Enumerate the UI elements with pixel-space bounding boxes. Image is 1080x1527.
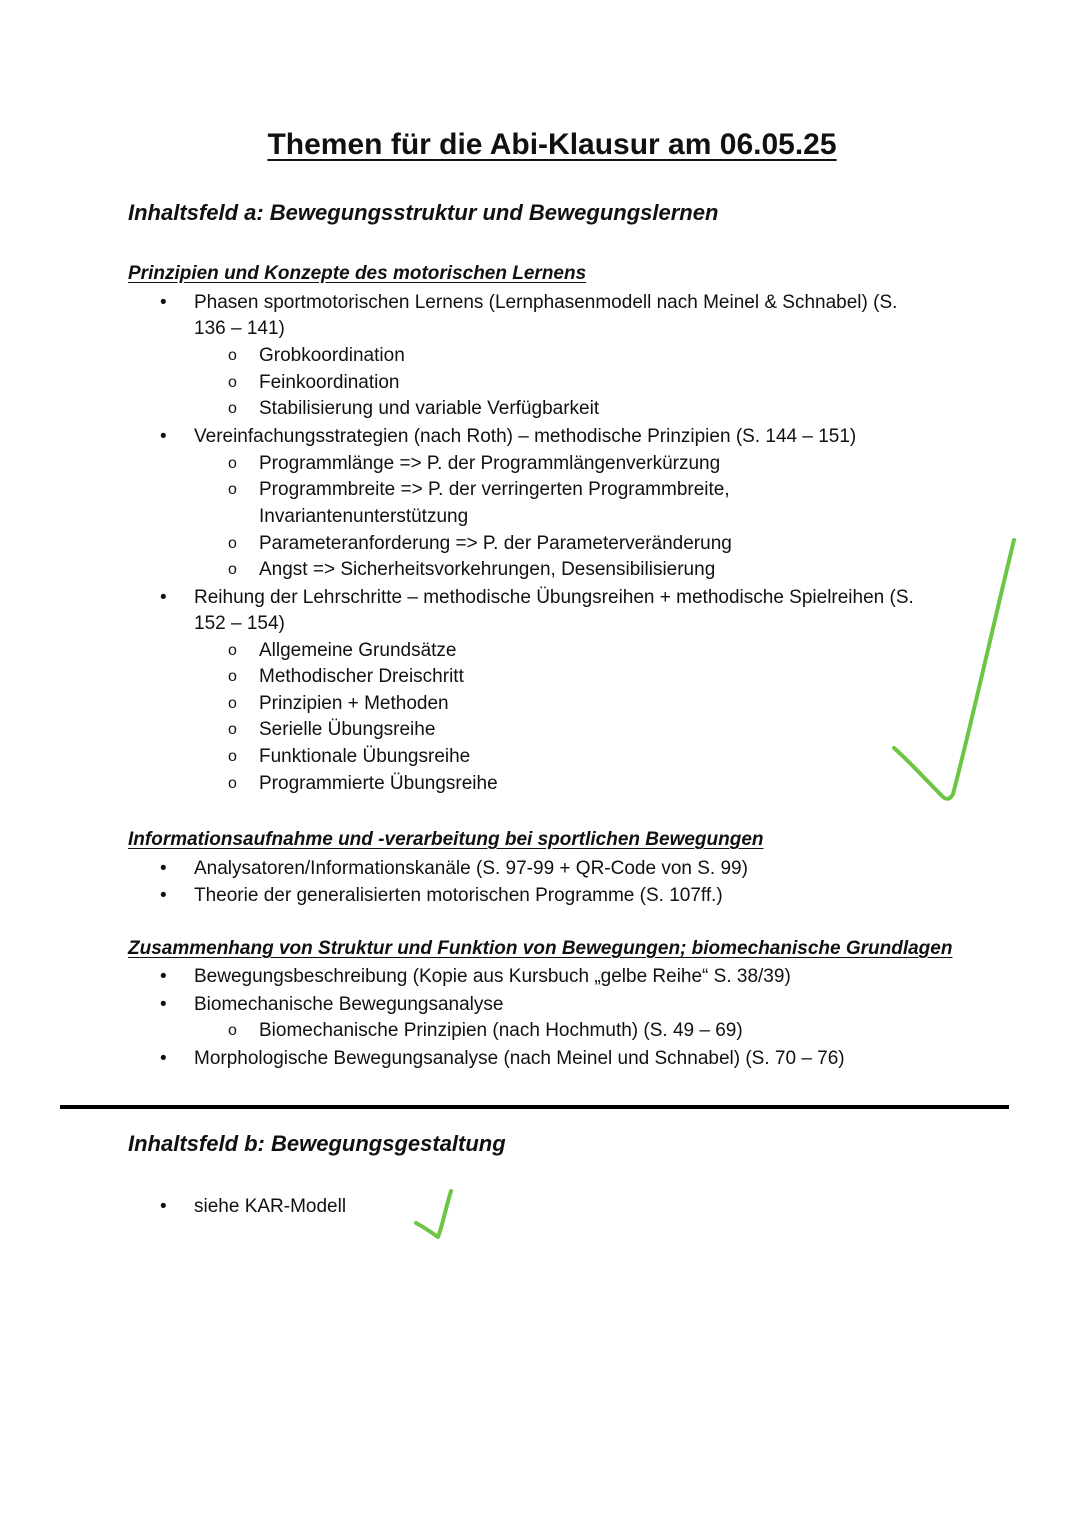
sub-list-item: Programmbreite => P. der verringerten Programmbreite,	[259, 479, 730, 500]
list-item: siehe KAR-Modell	[194, 1196, 347, 1217]
page-title: Themen für die Abi-Klausur am 06.05.25	[267, 128, 837, 161]
bullet-marker: •	[160, 292, 167, 313]
section-information-processing-heading: Informationsaufnahme und -verarbeitung bei sportlichen Bewegungen	[128, 829, 764, 850]
sub-list-item: Angst => Sicherheitsvorkehrungen, Desensibilisierung	[259, 559, 716, 580]
sub-bullet-marker: o	[228, 374, 237, 391]
checkmark-icon	[880, 530, 1030, 810]
sub-list-item: Programmierte Übungsreihe	[259, 773, 498, 794]
field-a-heading: Inhaltsfeld a: Bewegungsstruktur und Bewegungslernen	[128, 200, 719, 225]
sub-bullet-marker: o	[228, 347, 237, 364]
list-item: Reihung der Lehrschritte – methodische Übungsreihen + methodische Spielreihen (S.	[194, 587, 914, 608]
bullet-marker: •	[160, 587, 167, 608]
sub-bullet-marker: o	[228, 535, 237, 552]
sub-list-item: Programmlänge => P. der Programmlängenverkürzung	[259, 453, 721, 474]
bullet-marker: •	[160, 1048, 167, 1069]
sub-list-item: Methodischer Dreischritt	[259, 666, 464, 687]
list-item-continuation: 152 – 154)	[194, 613, 285, 634]
list-item: Analysatoren/Informationskanäle (S. 97-99 + QR-Code von S. 99)	[194, 858, 748, 879]
sub-bullet-marker: o	[228, 642, 237, 659]
section-biomechanics-heading: Zusammenhang von Struktur und Funktion von Bewegungen; biomechanische Grundlagen	[128, 938, 953, 959]
sub-list-item: Feinkoordination	[259, 372, 400, 393]
bullet-marker: •	[160, 1196, 167, 1217]
sub-bullet-marker: o	[228, 695, 237, 712]
sub-bullet-marker: o	[228, 561, 237, 578]
list-item: Bewegungsbeschreibung (Kopie aus Kursbuch „gelbe Reihe“ S. 38/39)	[194, 966, 791, 987]
sub-bullet-marker: o	[228, 668, 237, 685]
sub-bullet-marker: o	[228, 481, 237, 498]
field-b-heading: Inhaltsfeld b: Bewegungsgestaltung	[128, 1131, 506, 1156]
sub-bullet-marker: o	[228, 1022, 237, 1039]
sub-list-item: Parameteranforderung => P. der Parameterveränderung	[259, 533, 732, 554]
bullet-marker: •	[160, 885, 167, 906]
sub-bullet-marker: o	[228, 775, 237, 792]
bullet-marker: •	[160, 858, 167, 879]
list-item: Theorie der generalisierten motorischen Programme (S. 107ff.)	[194, 885, 723, 906]
list-item: Phasen sportmotorischen Lernens (Lernphasenmodell nach Meinel & Schnabel) (S.	[194, 292, 898, 313]
sub-bullet-marker: o	[228, 721, 237, 738]
list-item: Biomechanische Bewegungsanalyse	[194, 994, 504, 1015]
checkmark-icon	[410, 1185, 460, 1245]
sub-list-item: Biomechanische Prinzipien (nach Hochmuth) (S. 49 – 69)	[259, 1020, 743, 1041]
sub-list-item: Stabilisierung und variable Verfügbarkeit	[259, 398, 600, 419]
list-item: Morphologische Bewegungsanalyse (nach Meinel und Schnabel) (S. 70 – 76)	[194, 1048, 845, 1069]
sub-bullet-marker: o	[228, 455, 237, 472]
list-item: Vereinfachungsstrategien (nach Roth) – methodische Prinzipien (S. 144 – 151)	[194, 426, 857, 447]
list-item-continuation: 136 – 141)	[194, 318, 285, 339]
bullet-marker: •	[160, 994, 167, 1015]
sub-list-item: Allgemeine Grundsätze	[259, 640, 457, 661]
section-motor-learning-heading: Prinzipien und Konzepte des motorischen Lernens	[128, 263, 587, 284]
sub-list-item-continuation: Invariantenunterstützung	[259, 506, 469, 527]
sub-list-item: Prinzipien + Methoden	[259, 693, 449, 714]
sub-list-item: Funktionale Übungsreihe	[259, 746, 471, 767]
sub-bullet-marker: o	[228, 748, 237, 765]
section-divider	[60, 1105, 1009, 1109]
sub-list-item: Serielle Übungsreihe	[259, 719, 436, 740]
sub-list-item: Grobkoordination	[259, 345, 405, 366]
bullet-marker: •	[160, 426, 167, 447]
sub-bullet-marker: o	[228, 400, 237, 417]
bullet-marker: •	[160, 966, 167, 987]
